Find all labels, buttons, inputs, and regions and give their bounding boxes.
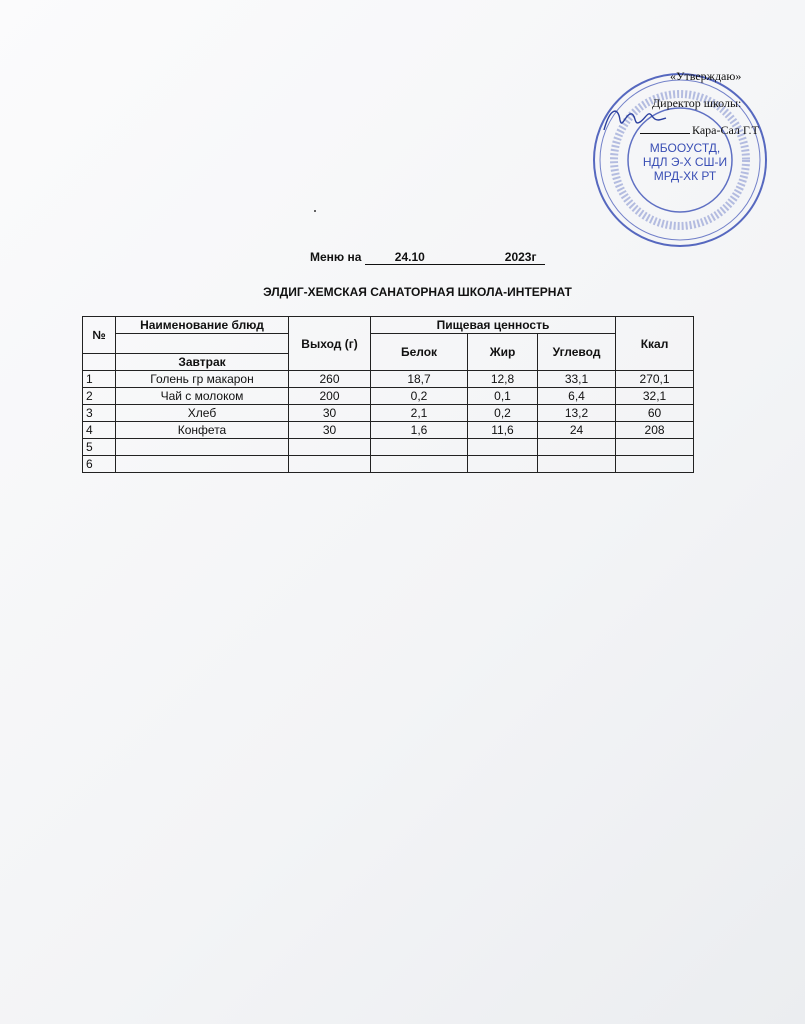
menu-table <box>82 316 694 473</box>
table-row <box>83 371 694 388</box>
table-row <box>83 388 694 405</box>
dish-name-cell: Хлеб <box>116 405 289 422</box>
output-cell: 200 <box>289 388 371 405</box>
header-nutrition: Пищевая ценность <box>371 317 616 334</box>
dish-name-cell: Голень гр макарон <box>116 371 289 388</box>
table-row <box>83 439 694 456</box>
stray-mark <box>314 210 316 212</box>
kcal-cell <box>616 456 694 473</box>
output-cell: 260 <box>289 371 371 388</box>
kcal-cell: 32,1 <box>616 388 694 405</box>
fat-cell <box>468 456 538 473</box>
header-carbs: Углевод <box>538 334 616 371</box>
kcal-cell: 60 <box>616 405 694 422</box>
row-num-cell: 3 <box>83 405 116 422</box>
protein-cell: 18,7 <box>371 371 468 388</box>
output-cell: 30 <box>289 422 371 439</box>
carbs-cell: 13,2 <box>538 405 616 422</box>
table-row <box>83 422 694 439</box>
stamp-line-2: НДЛ Э-Х СШ-И <box>642 155 728 169</box>
header-name: Наименование блюд <box>116 317 289 334</box>
carbs-cell <box>538 456 616 473</box>
dish-name-cell: Конфета <box>116 422 289 439</box>
menu-date-line <box>310 250 545 265</box>
table-header-row <box>83 317 694 334</box>
dish-name-cell <box>116 456 289 473</box>
header-num: № <box>83 317 116 354</box>
menu-date: 24.10 <box>365 250 505 265</box>
director-name: Кара-Сал Г.Т <box>692 123 759 137</box>
row-num-cell: 2 <box>83 388 116 405</box>
dish-name-cell <box>116 439 289 456</box>
dish-name-cell: Чай с молоком <box>116 388 289 405</box>
header-fat: Жир <box>468 334 538 371</box>
row-num-cell: 6 <box>83 456 116 473</box>
kcal-cell <box>616 439 694 456</box>
table-row <box>83 405 694 422</box>
row-num-cell: 5 <box>83 439 116 456</box>
protein-cell: 0,2 <box>371 388 468 405</box>
kcal-cell: 208 <box>616 422 694 439</box>
header-name-spacer <box>116 334 289 354</box>
kcal-cell: 270,1 <box>616 371 694 388</box>
protein-cell: 2,1 <box>371 405 468 422</box>
protein-cell: 1,6 <box>371 422 468 439</box>
output-cell <box>289 456 371 473</box>
menu-year: 2023г <box>505 250 545 265</box>
fat-cell <box>468 439 538 456</box>
director-name-line <box>640 124 759 136</box>
protein-cell <box>371 439 468 456</box>
row-num-cell: 1 <box>83 371 116 388</box>
carbs-cell: 24 <box>538 422 616 439</box>
output-cell: 30 <box>289 405 371 422</box>
stamp-line-3: МРД-ХК РТ <box>653 169 717 183</box>
fat-cell: 12,8 <box>468 371 538 388</box>
header-output: Выход (г) <box>289 317 371 371</box>
header-protein: Белок <box>371 334 468 371</box>
table-subheader-row <box>83 334 694 354</box>
section-breakfast: Завтрак <box>116 354 289 371</box>
carbs-cell: 6,4 <box>538 388 616 405</box>
director-label: Директор школы: <box>652 96 742 110</box>
row-num-cell: 4 <box>83 422 116 439</box>
fat-cell: 0,1 <box>468 388 538 405</box>
school-title: ЭЛДИГ-ХЕМСКАЯ САНАТОРНАЯ ШКОЛА-ИНТЕРНАТ <box>263 285 572 299</box>
table-body <box>83 371 694 473</box>
fat-cell: 11,6 <box>468 422 538 439</box>
stamp-line-1: МБООУСТД, <box>649 141 721 155</box>
table-row <box>83 456 694 473</box>
fat-cell: 0,2 <box>468 405 538 422</box>
carbs-cell: 33,1 <box>538 371 616 388</box>
signature-underline <box>640 133 690 134</box>
carbs-cell <box>538 439 616 456</box>
section-num-cell <box>83 354 116 371</box>
approval-title: «Утверждаю» <box>670 69 742 83</box>
output-cell <box>289 439 371 456</box>
menu-label: Меню на <box>310 250 362 264</box>
header-kcal: Ккал <box>616 317 694 371</box>
protein-cell <box>371 456 468 473</box>
